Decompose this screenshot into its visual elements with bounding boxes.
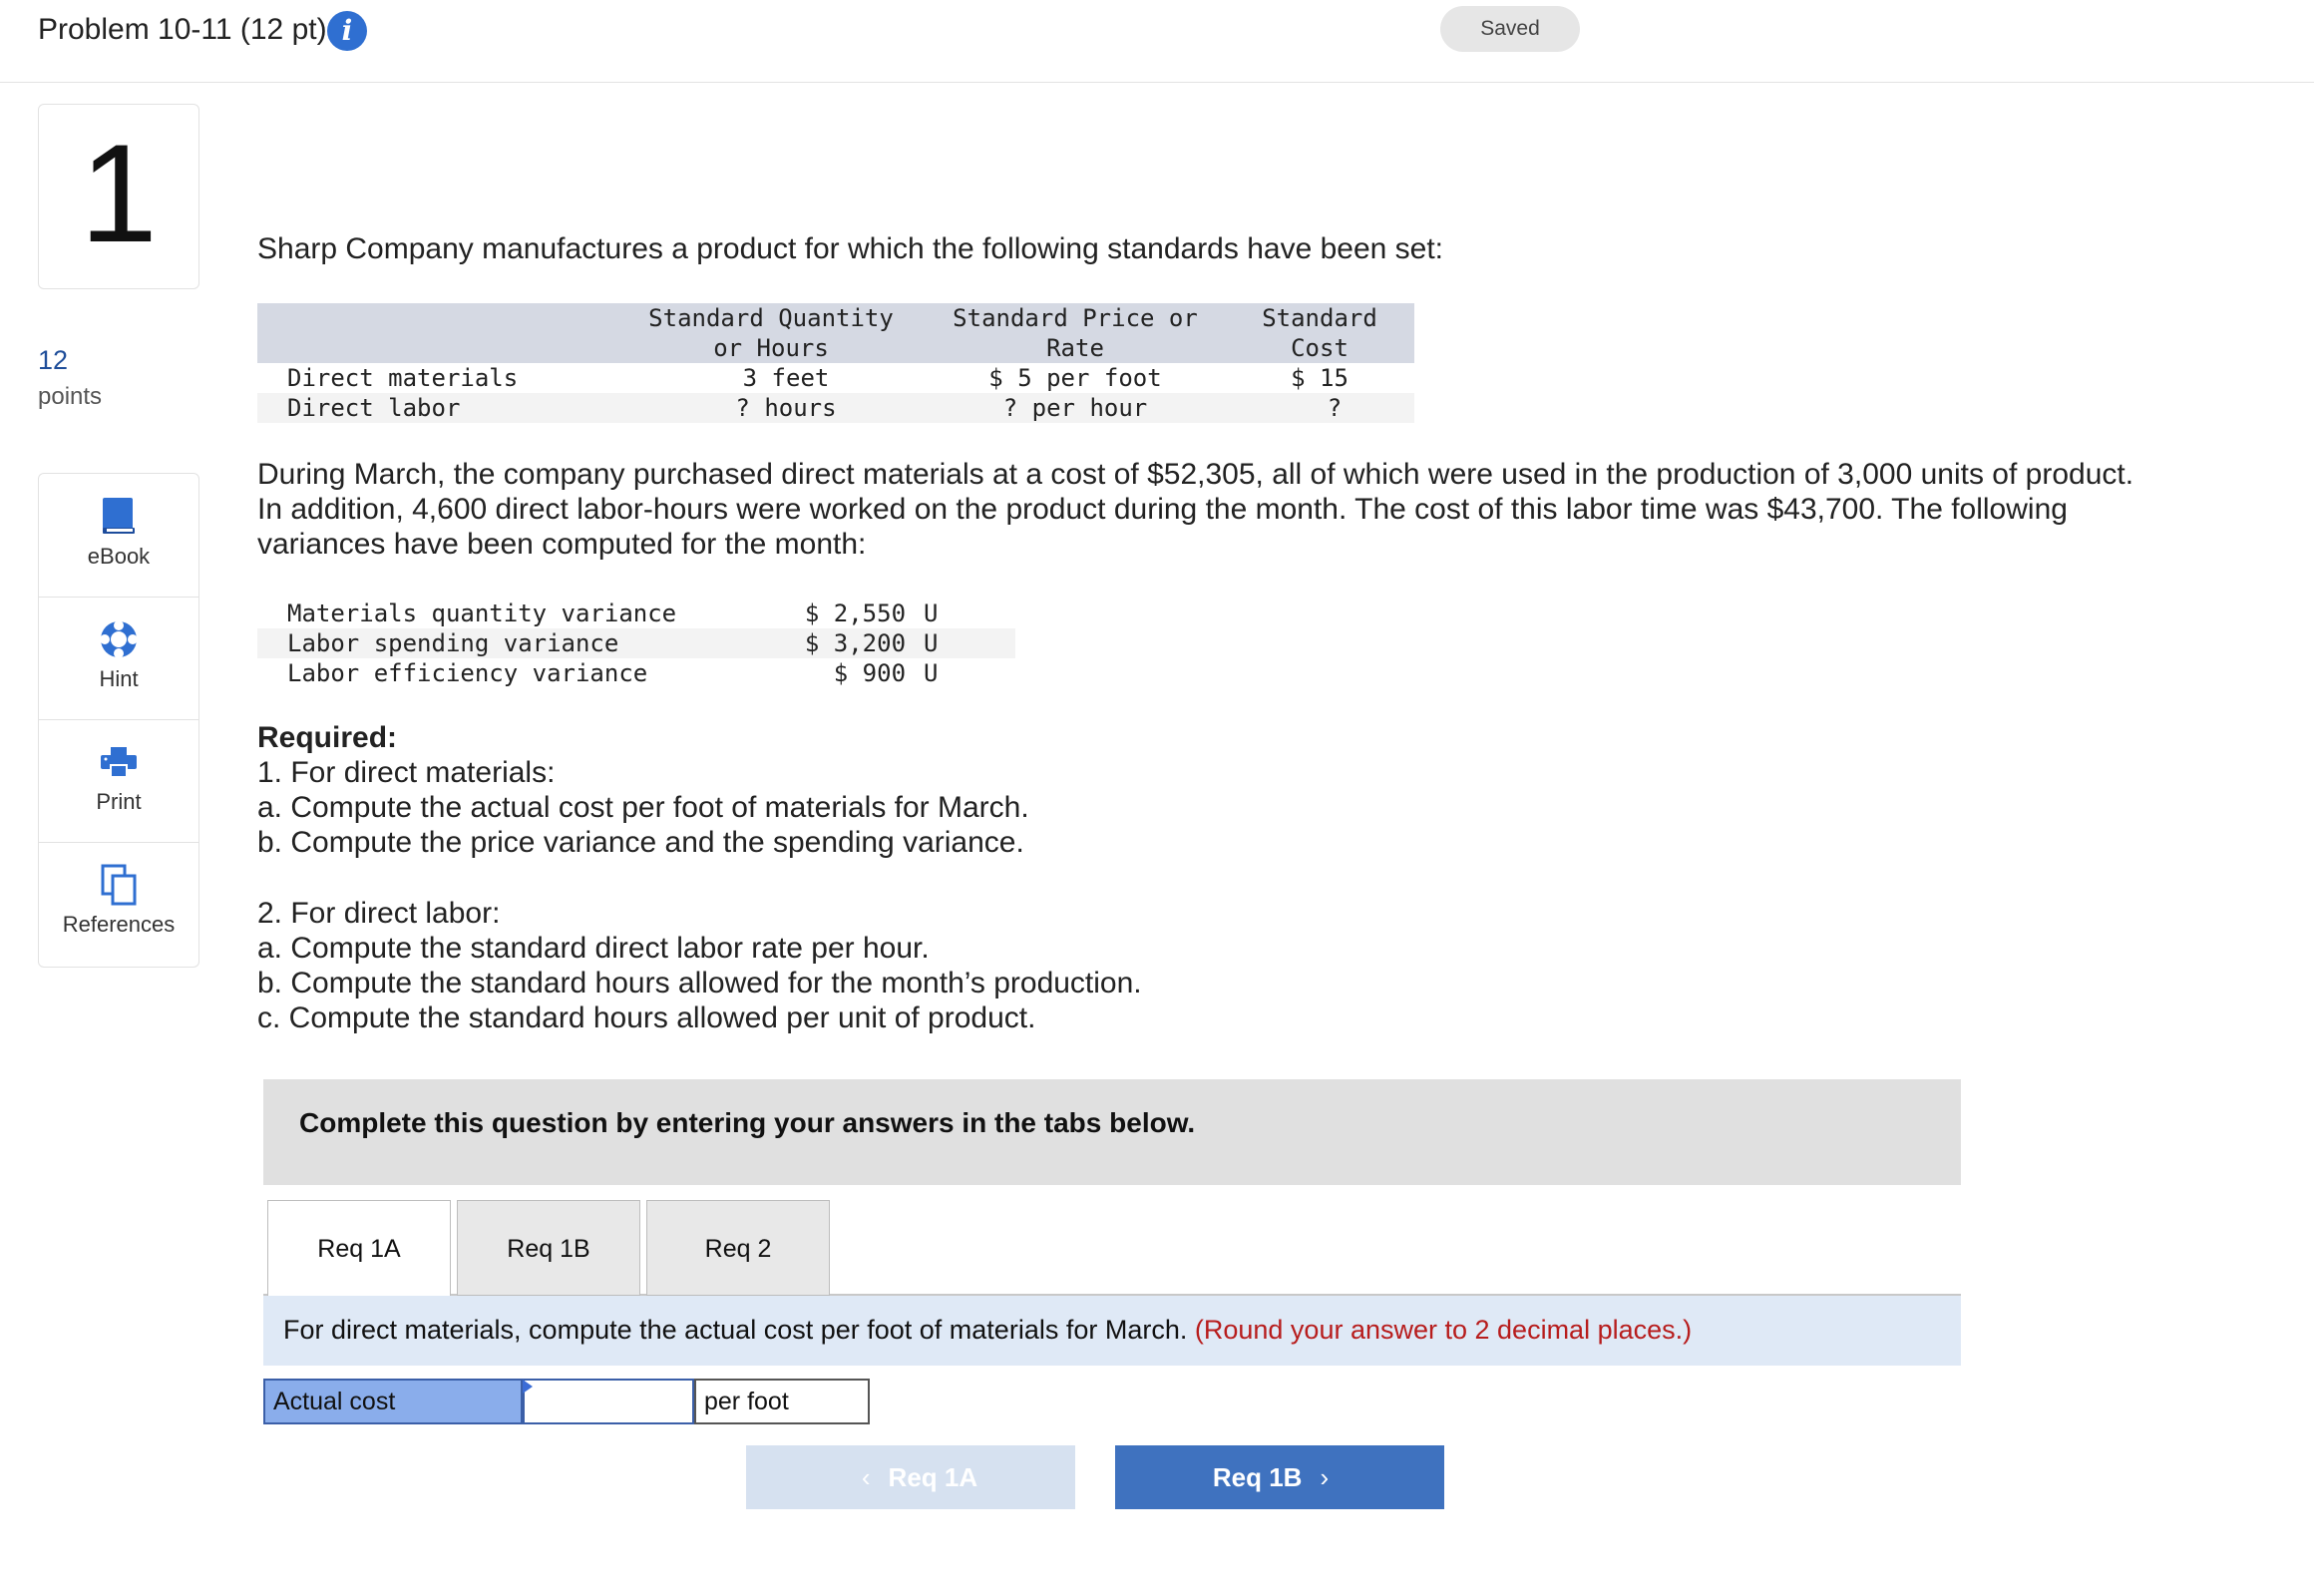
hint-button[interactable] bbox=[39, 597, 198, 720]
required-item: b. Compute the standard hours allowed for the month’s production. bbox=[257, 967, 1142, 999]
variance-flag: U bbox=[924, 659, 939, 687]
variance-label: Labor spending variance bbox=[257, 628, 798, 658]
question-number: 1 bbox=[80, 115, 158, 271]
table-cell: 3 feet bbox=[616, 363, 926, 393]
points-value: 12 bbox=[38, 345, 69, 375]
header-cell: Standard Price or Rate bbox=[953, 304, 1198, 362]
question-prompt: For direct materials, compute the actual cost per foot of materials for March. bbox=[283, 1315, 1188, 1345]
required-item: b. Compute the price variance and the spending variance. bbox=[257, 826, 1024, 859]
variance-value: $ 900 bbox=[833, 659, 907, 687]
tools-panel bbox=[38, 473, 199, 968]
ebook-button[interactable] bbox=[39, 474, 198, 598]
table-cell: ? bbox=[1225, 393, 1414, 423]
table-cell: $ 5 per foot bbox=[926, 363, 1225, 393]
required-part2 bbox=[257, 896, 1142, 1035]
required-item: 2. For direct labor: bbox=[257, 897, 501, 930]
print-label: Print bbox=[96, 789, 142, 814]
required-item: a. Compute the actual cost per foot of materials for March. bbox=[257, 791, 1029, 824]
required-item: a. Compute the standard direct labor rate per hour. bbox=[257, 932, 930, 965]
answer-row-label: Actual cost bbox=[263, 1379, 523, 1424]
header-cell: Standard Cost bbox=[1262, 304, 1377, 362]
chevron-left-icon: ‹ bbox=[861, 1462, 871, 1492]
problem-title: Problem 10-11 (12 pt) bbox=[38, 13, 327, 46]
table-row bbox=[257, 393, 1414, 423]
intro-text: Sharp Company manufactures a product for which the following standards have been set: bbox=[257, 232, 1444, 265]
next-tab-button[interactable] bbox=[1115, 1445, 1444, 1509]
table-cell: ? hours bbox=[616, 393, 926, 423]
answer-unit-label: per foot bbox=[694, 1379, 870, 1424]
required-item: 1. For direct materials: bbox=[257, 756, 556, 789]
variance-label: Labor efficiency variance bbox=[287, 659, 648, 687]
standards-header-row bbox=[257, 303, 1414, 363]
chevron-right-icon: › bbox=[1320, 1462, 1330, 1492]
actual-cost-input[interactable] bbox=[523, 1379, 694, 1424]
row-label: Direct materials bbox=[257, 363, 616, 393]
variance-flag: U bbox=[924, 599, 939, 627]
table-row bbox=[257, 598, 1015, 628]
variance-table bbox=[257, 598, 1015, 688]
hint-label: Hint bbox=[99, 666, 139, 691]
variance-label: Materials quantity variance bbox=[287, 599, 677, 627]
printer-icon bbox=[99, 741, 139, 783]
variance-value: $ 2,550 bbox=[804, 599, 907, 627]
points-label: points bbox=[38, 383, 103, 410]
references-button[interactable] bbox=[39, 842, 198, 965]
rounding-note: (Round your answer to 2 decimal places.) bbox=[1194, 1315, 1693, 1345]
next-tab-label: Req 1B bbox=[1212, 1462, 1303, 1492]
table-cell: ? per hour bbox=[926, 393, 1225, 423]
variance-flag: U bbox=[906, 628, 1015, 658]
variance-value: $ 3,200 bbox=[798, 628, 906, 658]
standards-table bbox=[257, 303, 1414, 423]
table-row bbox=[257, 658, 1015, 688]
table-cell: $ 15 bbox=[1225, 363, 1414, 393]
scenario-text: During March, the company purchased direct materials at a cost of $52,305, all of which were used in the production of 3,000 units of product. In addition, 4,600 direct labor-hours were worked on the product during the month. The cost of this labor time was $43,700. The following variances have been computed for the month: bbox=[257, 458, 2134, 561]
table-row bbox=[257, 363, 1414, 393]
ebook-label: eBook bbox=[87, 544, 151, 569]
previous-tab-label: Req 1A bbox=[888, 1462, 978, 1492]
required-heading: Required: bbox=[257, 721, 398, 754]
print-button[interactable] bbox=[39, 719, 198, 843]
lifebuoy-icon bbox=[99, 618, 139, 660]
tab-req-2[interactable]: Req 2 bbox=[646, 1200, 830, 1296]
copy-icon bbox=[99, 864, 139, 906]
previous-tab-button[interactable] bbox=[746, 1445, 1075, 1509]
header-cell: Standard Quantity or Hours bbox=[648, 304, 894, 362]
saved-status-badge: Saved bbox=[1440, 6, 1580, 52]
tab-req-1a[interactable]: Req 1A bbox=[267, 1200, 451, 1298]
required-section bbox=[257, 720, 1029, 860]
tab-req-1b[interactable]: Req 1B bbox=[457, 1200, 640, 1296]
tab-question-text bbox=[283, 1315, 1692, 1346]
table-row bbox=[257, 628, 1015, 658]
instructions-text: Complete this question by entering your answers in the tabs below. bbox=[299, 1107, 1196, 1138]
references-label: References bbox=[62, 912, 176, 937]
row-label: Direct labor bbox=[257, 393, 616, 423]
book-icon bbox=[99, 496, 139, 538]
header-cell bbox=[257, 303, 616, 363]
input-corner-flag bbox=[523, 1380, 533, 1394]
info-icon[interactable]: i bbox=[327, 11, 367, 51]
required-item: c. Compute the standard hours allowed per unit of product. bbox=[257, 1001, 1036, 1034]
